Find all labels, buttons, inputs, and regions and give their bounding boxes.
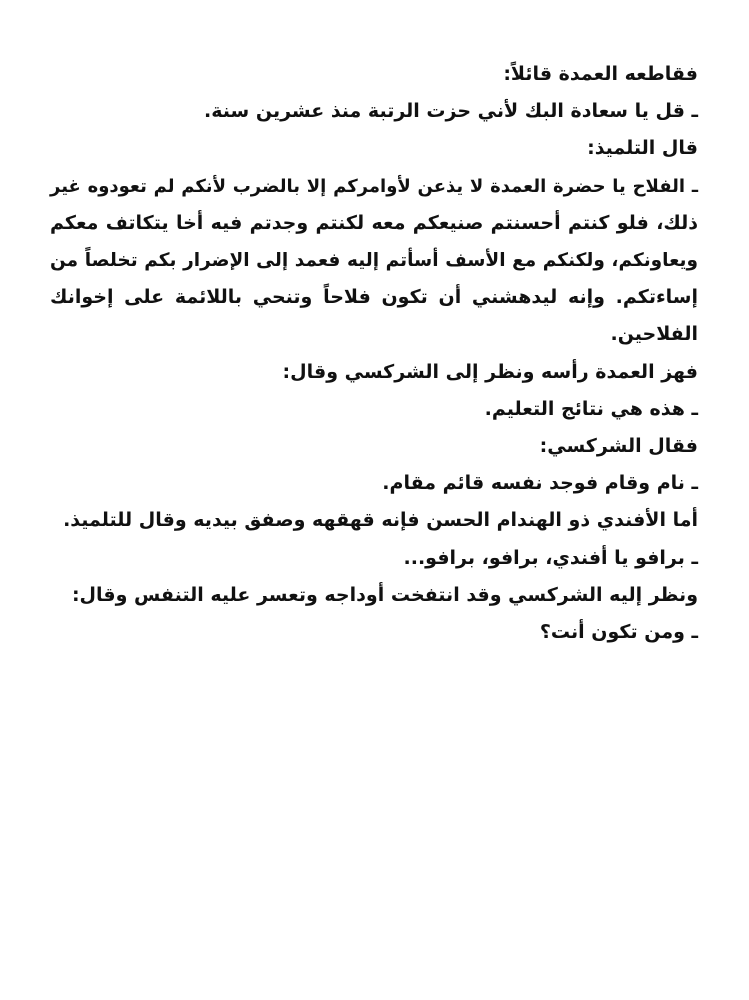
text-line-1: فقاطعه العمدة قائلاً: [503, 63, 698, 85]
text-line-11: فقال الشركسي: [539, 435, 698, 458]
text-line-16: ـ ومن تكون أنت؟ [539, 621, 698, 644]
text-line-5: ذلك، فلو كنتم أحسنتم صنيعكم معه لكنتم وجدتم فيه أخا يتكاتف معكم [50, 211, 698, 234]
text-line-13: أما الأفندي ذو الهندام الحسن فإنه قهقهه وصفق بيديه وقال للتلميذ. [63, 509, 698, 532]
text-line-4: ـ الفلاح يا حضرة العمدة لا يذعن لأوامركم إلا بالضرب لأنكم لم تعودوه غير [50, 175, 698, 197]
text-line-9: فهز العمدة رأسه ونظر إلى الشركسي وقال: [282, 360, 698, 383]
text-line-15: ونظر إليه الشركسي وقد انتفخت أوداجه وتعسر عليه التنفس وقال: [71, 583, 698, 606]
text-line-14: ـ برافو يا أفندي، برافو، برافو... [403, 546, 698, 569]
text-line-10: ـ هذه هي نتائج التعليم. [484, 397, 698, 420]
document-page [50, 56, 698, 651]
text-line-12: ـ نام وقام فوجد نفسه قائم مقام. [382, 472, 698, 495]
text-line-8: الفلاحين. [610, 323, 698, 346]
text-line-7: إساءتكم. وإنه ليدهشني أن تكون فلاحاً وتنحي باللائمة على إخوانك [50, 286, 698, 309]
text-line-2: ـ قل يا سعادة البك لأني حزت الرتبة منذ عشرين سنة. [204, 100, 698, 123]
text-line-6: ويعاونكم، ولكنكم مع الأسف أسأتم إليه فعمد إلى الإضرار بكم تخلصاً من [50, 250, 698, 272]
text-line-3: قال التلميذ: [587, 137, 698, 160]
